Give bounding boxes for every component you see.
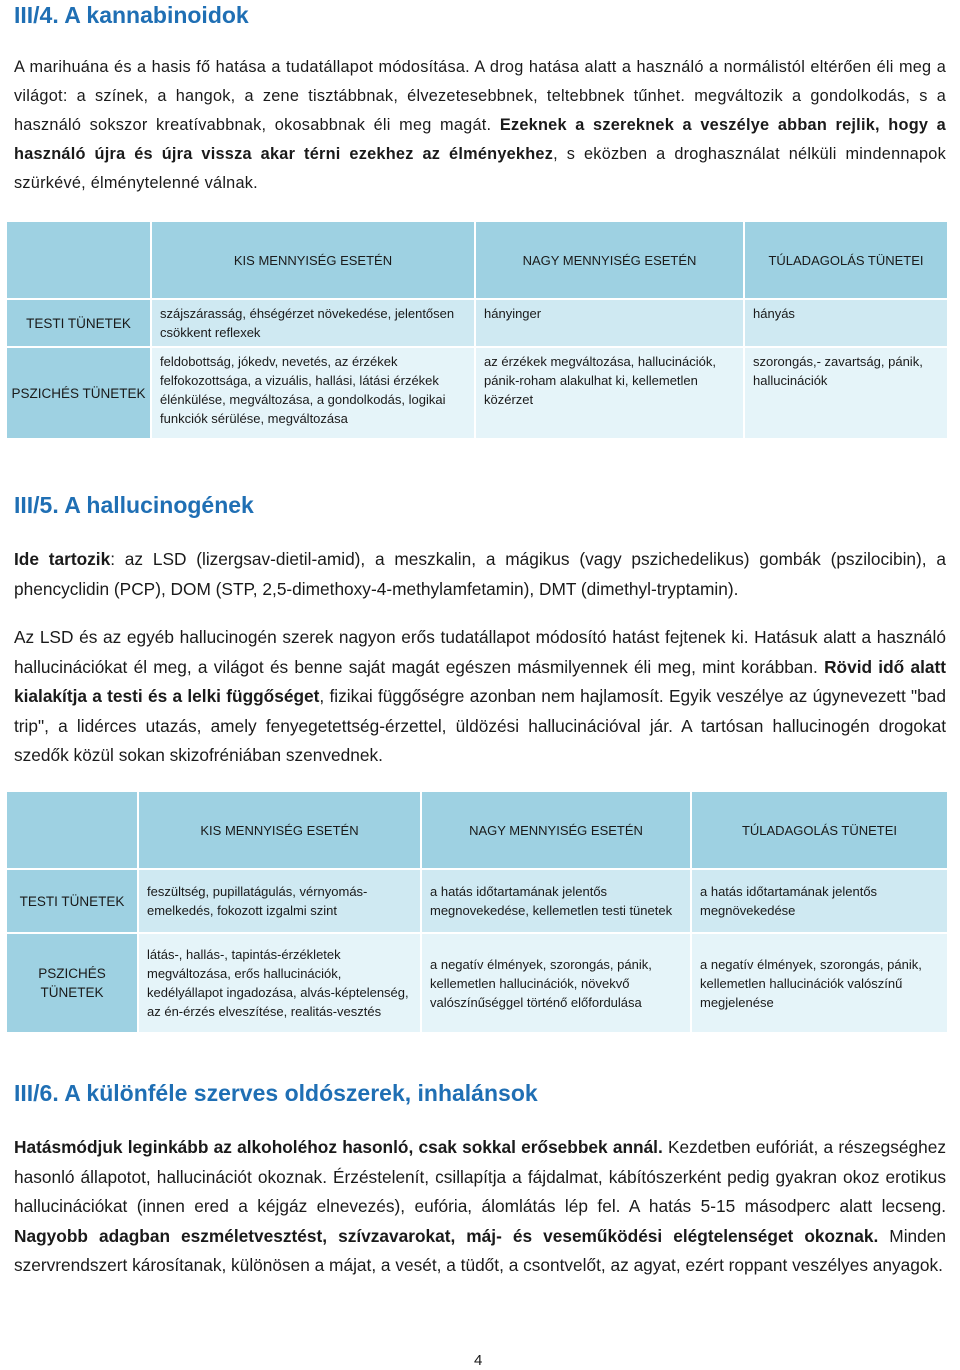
solvents-effect: Hatásmódjuk leginkább az alkoholéhoz hasonló, csak sokkal erősebbek annál. [14,1137,663,1157]
cell-physical-small: feszültség, pupillatágulás, vérnyomás-emelkedés, fokozott izgalmi szint [138,869,421,933]
section-title-solvents: III/6. A különféle szerves oldószerek, inhalánsok [14,1080,538,1106]
row-header-physical: TESTI TÜNETEK [6,869,138,933]
table-row [6,933,948,1033]
cell-psych-large: az érzékek megváltozása, hallucinációk, pánik-roham alakulhat ki, kellemetlen közérzet [475,347,744,439]
solvents-danger: Nagyobb adagban eszméletvesztést, szívzavarokat, máj- és veseműködési elégtelenséget okoznak. [14,1225,879,1246]
col-header-large: NAGY MENNYISÉG ESETÉN [475,221,744,299]
col-header-small: KIS MENNYISÉG ESETÉN [138,791,421,869]
hallucinogens-text: Az LSD és az egyéb hallucinogén szerek nagyon erős tudatállapot módosító hatást fejtenek ki. Hatásuk alatt a használó hallucinációkat él meg, a világot és benne saját magát egészen másmilyennek éli meg, mint korábban. [14,627,946,677]
table-row [6,869,948,933]
cell-psych-small: látás-, hallás-, tapintás-érzékletek megváltozása, erős hallucinációk, kedélyállapot ingadozása, alvás-képtelenség, az én-érzés elveszítése, realitás-vesztés [138,933,421,1033]
cell-physical-small: szájszárasság, éhségérzet növekedése, jelentősen csökkent reflexek [151,299,475,347]
row-header-physical: TESTI TÜNETEK [6,299,151,347]
cell-physical-large: hányinger [475,299,744,347]
table-header-row [6,221,948,299]
col-header-large: NAGY MENNYISÉG ESETÉN [421,791,691,869]
cannabinoids-warning: Ezeknek a szereknek a veszélye abban rejlik, hogy a használó újra és újra vissza akar térni ezekhez az élményekhez [14,116,946,163]
page-number: 4 [474,1352,483,1369]
hallucinogens-text-tail: , fizikai függőségre azonban nem hajlamosít. Egyik veszélye az úgynevezett "bad trip", a lidérces utazás, amely fenyegetettség-érzettel, üldözési hallucinációval jár. A tartósan hallucinogén drogokat szedők közül sokan skizofréniában szenvednek. [14,686,946,765]
col-header-overdose: TÚLADAGOLÁS TÜNETEI [744,221,948,299]
cell-psych-small: feldobottság, jókedv, nevetés, az érzékek felfokozottsága, a vizuális, hallási, látási érzékek élénkülése, megváltozása, a gondolkodás, logikai funkciók sérülése, megváltozása [151,347,475,439]
section-title-cannabinoids: III/4. A kannabinoidok [14,2,249,28]
cell-physical-overdose: a hatás időtartamának jelentős megnövekedése [691,869,948,933]
cannabinoids-text-tail: , s eközben a droghasználat nélküli mindennapok szürkévé, élménytelenné válnak. [14,145,946,192]
hallucinogens-symptom-table [5,790,949,1034]
col-header-overdose: TÚLADAGOLÁS TÜNETEI [691,791,948,869]
hallucinogens-intro [14,545,946,604]
table-header-row [6,791,948,869]
cell-psych-overdose: a negatív élmények, szorongás, pánik, kellemetlen hallucinációk valószínű megjelenése [691,933,948,1033]
col-header-small: KIS MENNYISÉG ESETÉN [151,221,475,299]
cell-psych-large: a negatív élmények, szorongás, pánik, kellemetlen hallucinációk, növekvő valószínűséggel történő előfordulása [421,933,691,1033]
cell-physical-large: a hatás időtartamának jelentős megnovekedése, kellemetlen testi tünetek [421,869,691,933]
header-blank [6,791,138,869]
header-blank [6,221,151,299]
table-row [6,347,948,439]
row-header-psychological: PSZICHÉS TÜNETEK [6,933,138,1033]
solvents-text-tail: Minden szervrendszert károsítanak, különösen a májat, a vesét, a tüdőt, a csontvelőt, az agyat, ezért roppant veszélyes anyagok. [14,1225,946,1275]
row-header-psychological: PSZICHÉS TÜNETEK [6,347,151,439]
cannabinoids-text: A marihuána és a hasis fő hatása a tudatállapot módosítása. A drog hatása alatt a használó a normálistól eltérően éli meg a világot: a színek, a hangok, a zene tisztábbnak, élvezetesebbnek, teltebbnek tűnhet. megváltozik a gondolkodás, s a használó sokszor kreatívabbnak, okosabbnak éli meg magát. [14,58,946,134]
cannabinoids-symptom-table [5,220,949,440]
hallucinogens-paragraph [14,623,946,771]
hallucinogens-dependency: Rövid idő alatt kialakítja a testi és a lelki függőséget [14,656,946,706]
cannabinoids-paragraph [14,53,946,198]
cell-psych-overdose: szorongás,- zavartság, pánik, hallucinációk [744,347,948,439]
cell-physical-overdose: hányás [744,299,948,347]
section-title-hallucinogens: III/5. A hallucinogének [14,492,254,518]
table-row [6,299,948,347]
intro-text: : az LSD (lizergsav-dietil-amid), a meszkalin, a mágikus (vagy pszichedelikus) gombák (pszilocibin), a phencyclidin (PCP), DOM (STP, 2,5-dimethoxy-4-methylamfetamin), DMT (dimethyl-tryptamin). [14,549,946,599]
solvents-text: Kezdetben eufóriát, a részegséghez hasonló állapotot, hallucinációt okoznak. Érzéstelenít, csillapítja a fájdalmat, kábítószerként pedig gyakran okoz erotikus hallucinációkat (innen ered a kéjgáz elnevezés), eufória, álomlátás lép fel. A hatás 5-15 másodperc alatt lecseng. [14,1137,946,1216]
solvents-paragraph [14,1133,946,1281]
intro-label: Ide tartozik [14,549,111,569]
